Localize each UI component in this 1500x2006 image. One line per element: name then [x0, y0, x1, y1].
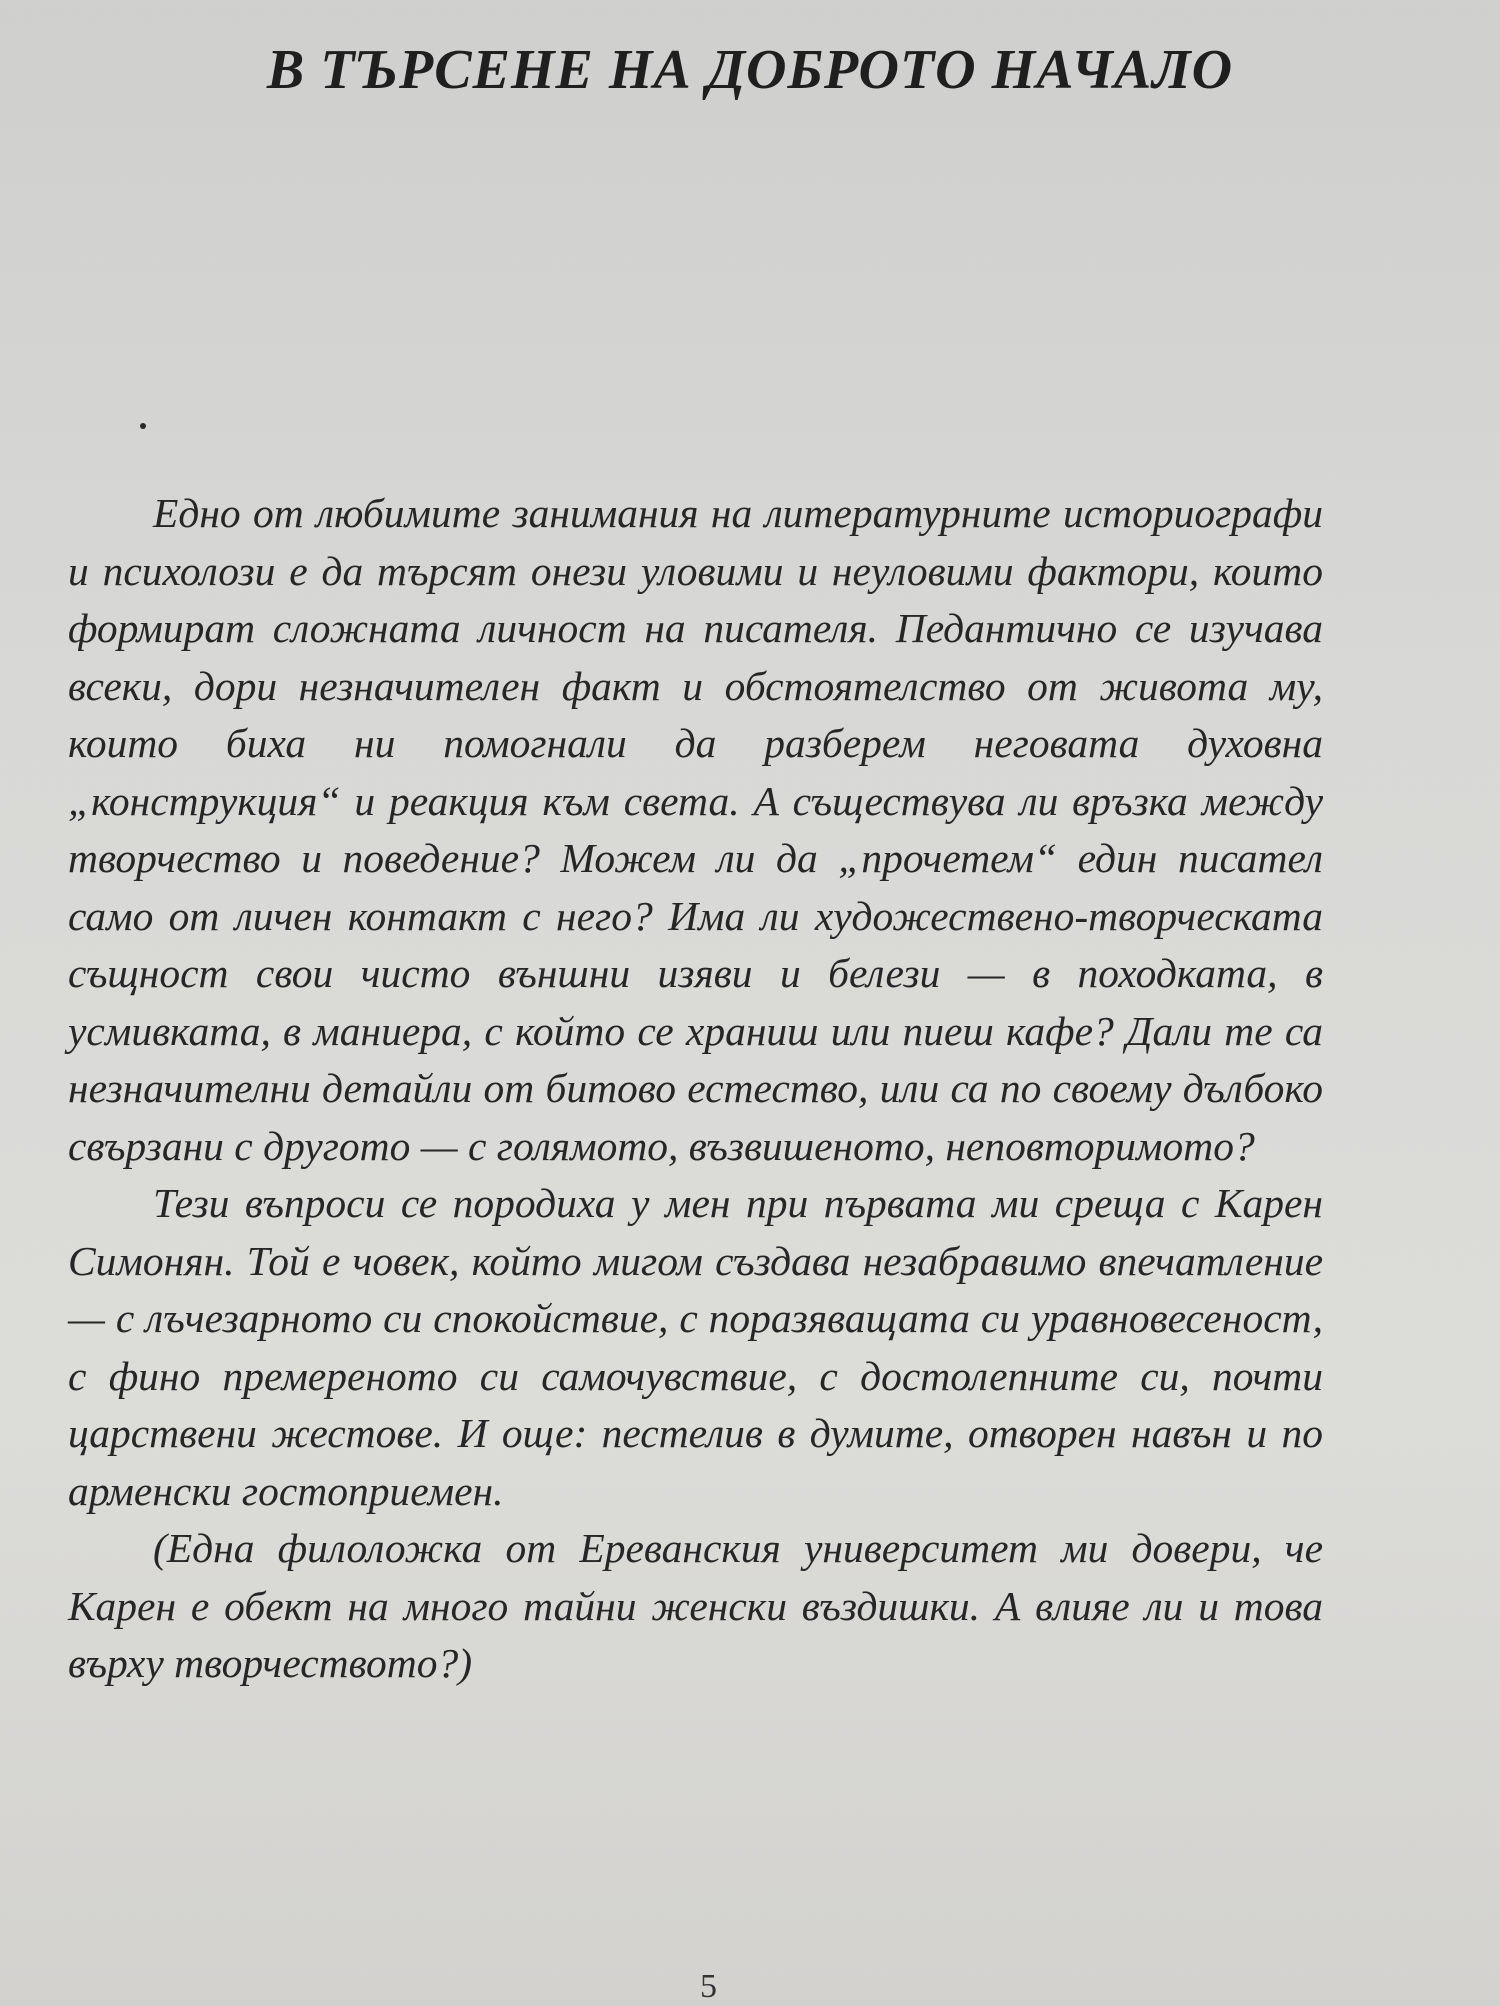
paragraph-3: (Една филоложка от Ереванския университет ми довери, че Карен е обект на много тайни женски въздишки. А влияе ли и това върху творчеството?)	[68, 1525, 1323, 1686]
paragraph-2: Тези въпроси се породиха у мен при първата ми среща с Карен Симонян. Той е човек, който мигом създава незабравимо впечатление — с лъчезарното си спокойствие, с поразяващата си уравновесеност, с фино премереното си самочувствие, с достолепните си, почти царствени жестове. И още: пестелив в думите, отворен навън и по арменски гостоприемен.	[68, 1180, 1323, 1514]
chapter-title: В ТЪРСЕНЕ НА ДОБРОТО НАЧАЛО	[266, 39, 1234, 101]
page-number: 5	[700, 1968, 717, 2005]
paragraph-1: Едно от любимите занимания на литературните историографи и психолози е да търсят онези уловими и неуловими фактори, които формират сложната личност на писателя. Педантично се изучава всеки, дори незначителен факт и обстоятелство от живота му, които биха ни помогнали да разберем неговата духовна „конструкция“ и реакция към света. А съществува ли връзка между творчество и поведение? Можем ли да „прочетем“ един писател само от личен контакт с него? Има ли художествено-творческата същност свои чисто външни изяви и белези — в походката, в усмивката, в маниера, с който се храниш или пиеш кафе? Дали те са незначителни детайли от битово естество, или са по своему дълбоко свързани с другото — с голямото, възвишеното, неповторимото?	[68, 490, 1323, 1169]
body-text	[68, 485, 1323, 1693]
ink-dot	[140, 423, 146, 429]
